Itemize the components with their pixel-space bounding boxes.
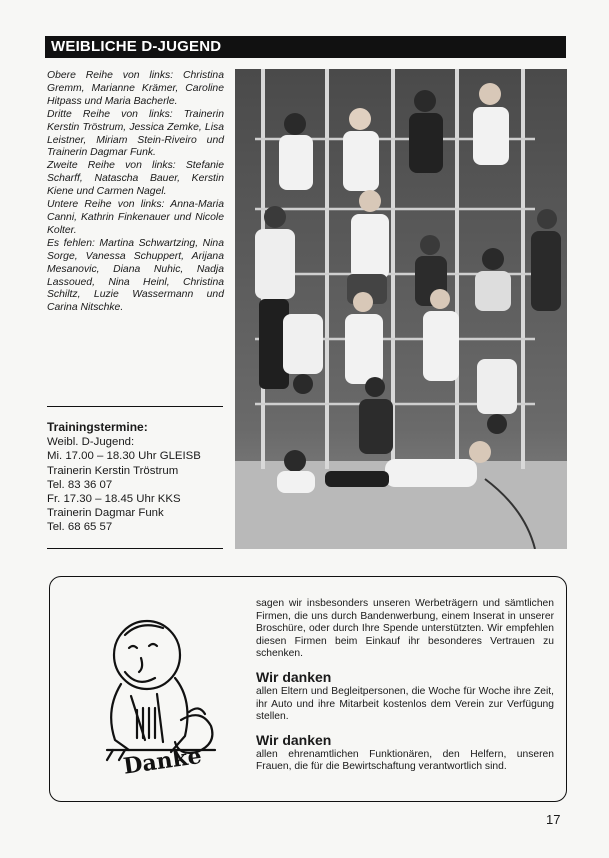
training-line: Trainerin Dagmar Funk (47, 507, 164, 520)
caption-line: Es fehlen: Martina Schwartzing, Nina Sorge, Vanessa Schuppert, Arijana Mesanovic, Diana Nuhic, Nadja Lassoued, Nina Heinl, Christina Schiltz, Luzie Wassermann und Carina Nitschke. (47, 237, 224, 314)
training-line: Mi. 17.00 – 18.30 Uhr GLEISB (47, 450, 201, 463)
training-line: Tel. 68 65 57 (47, 521, 113, 534)
training-line: Weibl. D-Jugend: (47, 436, 135, 449)
training-schedule (47, 420, 225, 535)
team-photo-illustration (235, 69, 567, 549)
training-line: Trainerin Kerstin Tröstrum (47, 464, 179, 477)
danke-illustration (85, 600, 235, 775)
thanks-heading: Wir danken (256, 731, 332, 748)
thanks-paragraph: allen Eltern und Begleitpersonen, die Woche für Woche ihre Zeit, ihr Auto und ihre Mitarbeit kostenlos dem Verein zur Verfügung stellen. (256, 685, 554, 723)
bowing-man-illustration (85, 600, 235, 775)
caption-line: Untere Reihe von links: Anna-Maria Canni, Kathrin Finkenauer und Nicole Kolter. (47, 199, 224, 236)
training-line: Tel. 83 36 07 (47, 478, 113, 491)
caption-line: Zweite Reihe von links: Stefanie Scharff, Natascha Bauer, Kerstin Kiene und Carmen Nagel. (47, 160, 224, 198)
divider-bottom (47, 548, 223, 549)
caption-line: Obere Reihe von links: Christina Gremm, Marianne Krämer, Caroline Hitpass und Maria Bacherle. (47, 70, 224, 107)
caption-line: Dritte Reihe von links: Trainerin Kerstin Tröstrum, Jessica Zemke, Lisa Leistner, Miriam Stein-Riveiro und Trainerin Dagmar Funk. (47, 108, 224, 159)
section-title: WEIBLICHE D-JUGEND (45, 36, 566, 58)
thanks-heading: Wir danken (256, 668, 332, 685)
divider-top (47, 406, 223, 407)
photo-caption (47, 70, 224, 315)
thanks-paragraph: allen ehrenamtlichen Funktionären, den Helfern, unseren Frauen, die für die Bewirtschaftung verantwortlich sind. (256, 748, 554, 773)
training-heading: Trainingstermine: (47, 420, 148, 434)
training-line: Fr. 17.30 – 18.45 Uhr KKS (47, 493, 181, 506)
danke-word: Danke (121, 743, 204, 775)
team-photo (235, 69, 567, 549)
thanks-intro: sagen wir insbesonders unseren Werbeträgern und sämtlichen Firmen, die uns durch Bandenwerbung, einem Inserat in unserer Broschüre, oder durch Ihre Spende unterstützten. Wir empfehlen diesen Firmen beim Einkauf ihr besonderes Vertrauen zu schenken. (256, 598, 554, 660)
page-number: 17 (546, 812, 561, 827)
thanks-text (256, 598, 554, 774)
